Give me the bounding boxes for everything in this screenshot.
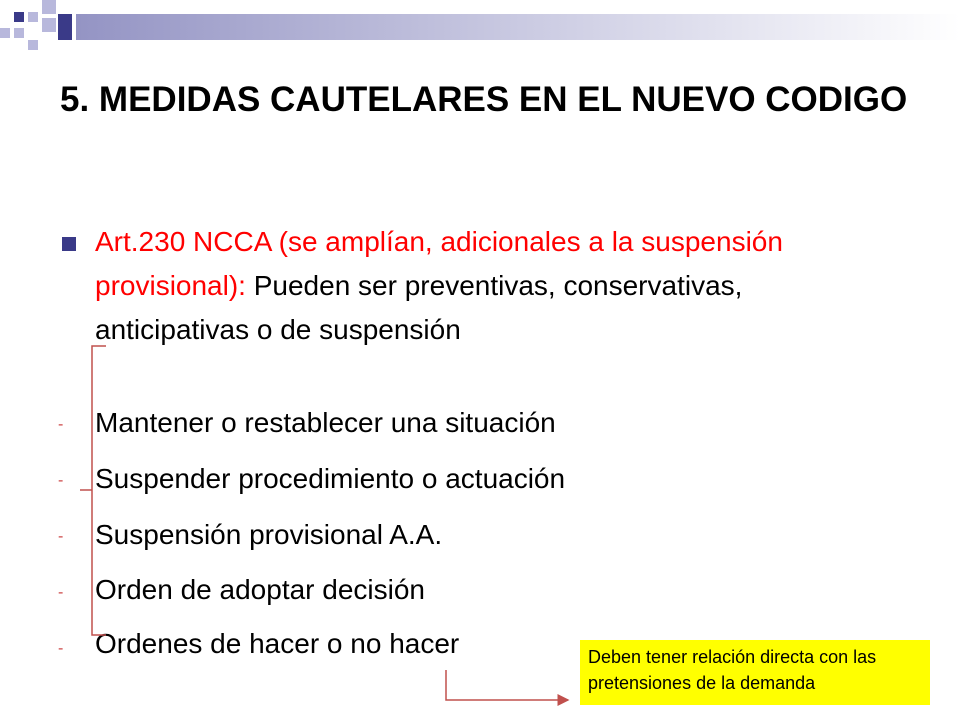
- connector-arrow: [446, 670, 568, 700]
- square-bullet-icon: [62, 237, 76, 251]
- main-bullet-red-text: Art.230 NCCA (se amplían, adicionales a la suspensión provisional):: [95, 226, 783, 301]
- note-box: Deben tener relación directa con las pretensiones de la demanda: [580, 640, 930, 705]
- dash-marker-3: -: [58, 528, 64, 545]
- list-item-4: Orden de adoptar decisión: [95, 574, 425, 605]
- dash-marker-5: -: [58, 640, 64, 657]
- dash-marker-1: -: [58, 416, 64, 433]
- dash-marker-4: -: [58, 584, 64, 601]
- slide-decoration: [0, 0, 960, 56]
- list-item-3: Suspensión provisional A.A.: [95, 519, 443, 550]
- main-bullet-body-text: Pueden ser preventivas, conservativas, anticipativas o de suspensión: [95, 270, 743, 345]
- dash-marker-2: -: [58, 472, 64, 489]
- slide-title: 5. MEDIDAS CAUTELARES EN EL NUEVO CODIGO: [60, 80, 908, 119]
- main-bullet-text: [95, 220, 845, 352]
- list-item-1: Mantener o restablecer una situación: [95, 407, 556, 438]
- list-item-5: Ordenes de hacer o no hacer: [95, 628, 460, 659]
- list-item-2: Suspender procedimiento o actuación: [95, 463, 566, 494]
